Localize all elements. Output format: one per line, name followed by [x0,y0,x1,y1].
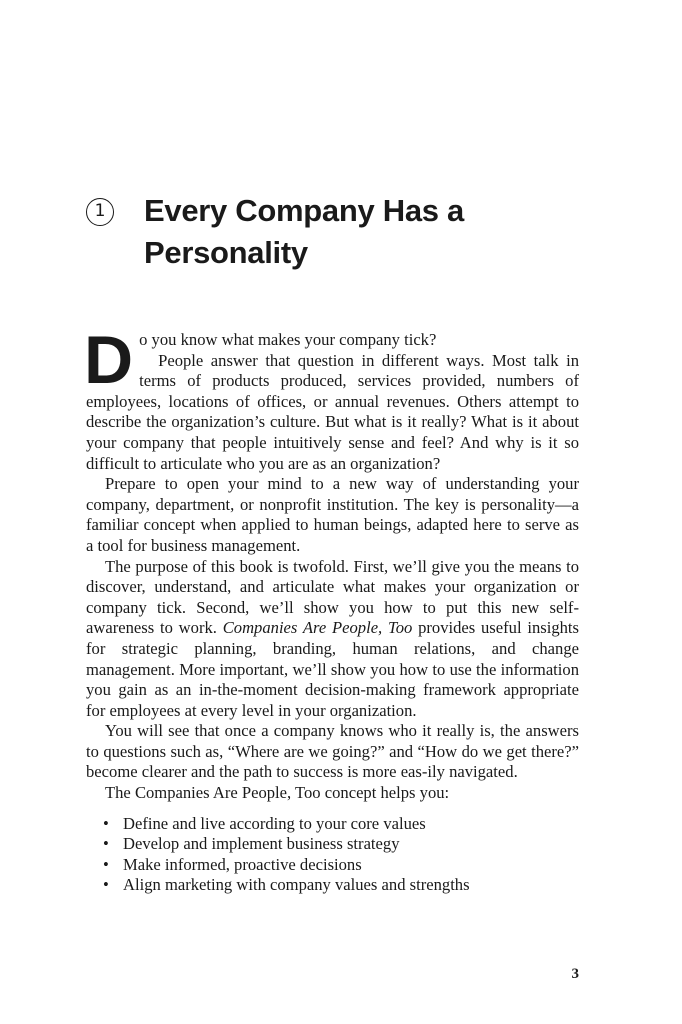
bullet-icon: • [103,875,109,895]
bullet-icon: • [103,813,109,833]
book-title-italic: Companies Are People, Too [222,618,413,638]
list-item-text: Make informed, proactive decisions [123,854,362,874]
paragraph-5: You will see that once a company knows who it really is, the answers to questions such as, “Where are we going?” and “How do we get there?” become clearer and the path to success is more eas-ily navigated. [86,721,579,782]
paragraph-3: Prepare to open your mind to a new way of understanding your company, department, or nonprofit institution. The key is personality—a familiar concept when applied to human beings, adapted here to serve as a tool for business management. [86,474,579,555]
paragraph-6: The Companies Are People, Too concept helps you: [105,783,450,803]
drop-cap: D [84,322,134,398]
chapter-number-badge: 1 [86,198,114,226]
bullet-icon: • [103,854,109,874]
paragraph-4-part2: provides useful insights for strategic planning, branding, human relations, and change management. More important, we’ll show you how to use the information you gain as an in-the-moment decision-making framework appropriate for employees at every level in your organization. [86,618,579,720]
chapter-title: Every Company Has a Personality [144,193,464,270]
opening-line: o you know what makes your company tick? [139,330,437,349]
list-item [86,855,579,876]
bullet-icon: • [103,834,109,854]
benefits-list [86,814,579,896]
page-number: 3 [571,966,579,982]
paragraph-opening [84,322,579,474]
paragraph-4-part1: The purpose of this book is twofold. First, we’ll give you the means to discover, understand, and articulate what makes your organization or company tick. Second, we’ll show you how to put this new self-awareness to work. [86,556,579,638]
list-item-text: Develop and implement business strategy [123,834,400,854]
list-item [86,875,579,896]
list-item [86,814,579,835]
paragraph-4 [86,557,579,722]
list-item-text: Define and live according to your core values [123,813,426,833]
list-item-text: Align marketing with company values and strengths [123,875,470,895]
list-item [86,834,579,855]
paragraph-2: People answer that question in different ways. Most talk in terms of products produced, services provided, numbers of employees, locations of offices, or annual revenues. Others attempt to describe the organization’s culture. But what is it really? What is it about your company that people intuitively sense and feel? And why is it so difficult to articulate who you are as an organization? [86,350,579,473]
chapter-body [84,322,579,896]
